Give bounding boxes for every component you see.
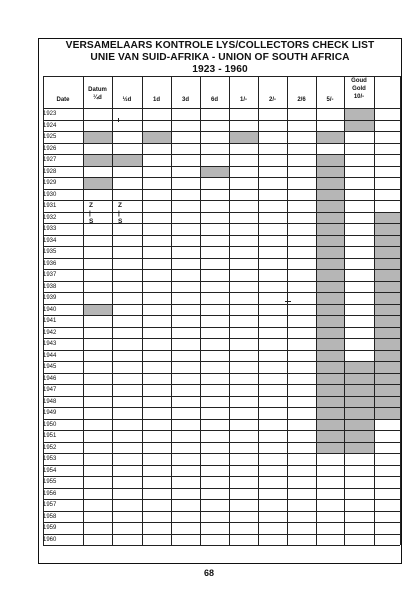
- shaded-cell: [317, 201, 344, 212]
- shaded-cell: [317, 408, 344, 419]
- row-line: [43, 212, 400, 213]
- shaded-cell: [375, 282, 400, 293]
- header-cell: 6d: [210, 97, 218, 103]
- row-line: [43, 407, 400, 408]
- row-line: [43, 488, 400, 489]
- row-line: [43, 476, 400, 477]
- year-label: 1944: [43, 352, 57, 359]
- column-line: [287, 76, 288, 545]
- year-label: 1923: [43, 111, 57, 117]
- shaded-cell: [345, 431, 374, 442]
- shaded-cell: [317, 190, 344, 201]
- shaded-cell: [317, 247, 344, 258]
- shaded-cell: [345, 109, 374, 120]
- year-label: 1931: [43, 203, 57, 209]
- year-label: 1925: [43, 134, 57, 140]
- handwritten-note: Z | S: [89, 202, 94, 225]
- row-line: [43, 189, 400, 190]
- row-line: [43, 315, 400, 316]
- row-line: [43, 499, 400, 500]
- shaded-cell: [84, 132, 112, 143]
- row-line: [43, 350, 400, 351]
- row-line: [43, 534, 400, 535]
- shaded-cell: [375, 385, 400, 396]
- row-line: [43, 511, 400, 512]
- header-top-line: [43, 76, 400, 77]
- header-10s: 10/-: [353, 94, 365, 100]
- row-line: [43, 545, 400, 546]
- column-line: [112, 76, 113, 545]
- row-line: [43, 304, 400, 305]
- shaded-cell: [317, 431, 344, 442]
- shaded-cell: [375, 328, 400, 339]
- shaded-cell: [375, 213, 400, 224]
- shaded-cell: [230, 132, 258, 143]
- year-label: 1947: [43, 387, 57, 393]
- header-cell: 1/-: [239, 97, 247, 103]
- shaded-cell: [317, 420, 344, 431]
- shaded-cell: [345, 408, 374, 419]
- header-goud: Goud: [351, 78, 367, 84]
- year-label: 1936: [43, 260, 57, 267]
- shaded-cell: [317, 155, 344, 166]
- shaded-cell: [317, 259, 344, 270]
- row-line: [43, 338, 400, 339]
- header-cell: 2/-: [268, 97, 276, 103]
- year-label: 1932: [43, 214, 57, 221]
- row-line: [43, 419, 400, 420]
- shaded-cell: [345, 362, 374, 373]
- page-number: 68: [203, 568, 214, 578]
- column-line: [142, 76, 143, 545]
- pen-mark: [285, 301, 291, 302]
- shaded-cell: [375, 305, 400, 316]
- shaded-cell: [317, 178, 344, 189]
- shaded-cell: [345, 397, 374, 408]
- year-label: 1942: [43, 329, 57, 336]
- row-line: [43, 166, 400, 167]
- year-label: 1954: [43, 467, 57, 474]
- year-label: 1924: [43, 122, 57, 129]
- shaded-cell: [113, 155, 142, 166]
- header-gold: Gold: [352, 86, 366, 92]
- shaded-cell: [84, 155, 112, 166]
- year-label: 1956: [43, 490, 57, 497]
- row-line: [43, 131, 400, 132]
- year-label: 1938: [43, 283, 57, 290]
- shaded-cell: [201, 167, 229, 178]
- header-cell: 3d: [181, 97, 189, 103]
- row-line: [43, 269, 400, 270]
- year-label: 1941: [43, 318, 57, 324]
- shaded-cell: [143, 132, 171, 143]
- year-label: 1933: [43, 226, 57, 232]
- year-label: 1957: [43, 502, 57, 508]
- row-line: [43, 396, 400, 397]
- shaded-cell: [317, 374, 344, 385]
- title-line-2: UNIE VAN SUID-AFRIKA - UNION OF SOUTH AFRICA: [90, 52, 350, 63]
- shaded-cell: [317, 362, 344, 373]
- title-block: [39, 40, 401, 76]
- shaded-cell: [345, 121, 374, 132]
- year-label: 1943: [43, 341, 57, 347]
- column-line: [400, 76, 401, 545]
- header-quarter-d: ¼d: [93, 95, 102, 101]
- shaded-cell: [375, 293, 400, 304]
- year-label: 1949: [43, 410, 57, 416]
- shaded-cell: [375, 374, 400, 385]
- year-label: 1946: [43, 375, 57, 382]
- shaded-cell: [317, 316, 344, 327]
- column-line: [171, 76, 172, 545]
- row-line: [43, 235, 400, 236]
- shaded-cell: [375, 247, 400, 258]
- year-label: 1939: [43, 295, 57, 301]
- title-line-1: VERSAMELAARS KONTROLE LYS/COLLECTORS CHECK LIST: [65, 40, 375, 51]
- shaded-cell: [317, 293, 344, 304]
- row-line: [43, 453, 400, 454]
- year-label: 1952: [43, 444, 57, 451]
- year-label: 1930: [43, 191, 57, 198]
- column-line: [83, 76, 84, 545]
- row-line: [43, 223, 400, 224]
- shaded-cell: [375, 339, 400, 350]
- shaded-cell: [317, 224, 344, 235]
- shaded-cell: [317, 351, 344, 362]
- row-line: [43, 154, 400, 155]
- header-cell: ½d: [122, 97, 132, 103]
- shaded-cell: [345, 374, 374, 385]
- shaded-cell: [317, 167, 344, 178]
- year-label: 1927: [43, 157, 57, 163]
- row-line: [43, 200, 400, 201]
- year-label: 1950: [43, 421, 57, 428]
- shaded-cell: [375, 259, 400, 270]
- row-line: [43, 143, 400, 144]
- column-line: [374, 76, 375, 545]
- year-label: 1934: [43, 237, 57, 244]
- header-bottom-line: [43, 108, 400, 109]
- row-line: [43, 246, 400, 247]
- year-label: 1955: [43, 479, 57, 485]
- column-line: [258, 76, 259, 545]
- shaded-cell: [84, 305, 112, 316]
- row-line: [43, 292, 400, 293]
- shaded-cell: [317, 213, 344, 224]
- row-line: [43, 258, 400, 259]
- shaded-cell: [375, 316, 400, 327]
- handwritten-note: Z | S: [118, 202, 123, 225]
- shaded-cell: [317, 339, 344, 350]
- shaded-cell: [317, 305, 344, 316]
- row-line: [43, 384, 400, 385]
- year-label: 1953: [43, 456, 57, 462]
- shaded-cell: [375, 397, 400, 408]
- row-line: [43, 430, 400, 431]
- row-line: [43, 373, 400, 374]
- year-label: 1948: [43, 398, 57, 405]
- column-line: [316, 76, 317, 545]
- shaded-cell: [375, 351, 400, 362]
- year-label: 1945: [43, 364, 57, 370]
- shaded-cell: [317, 385, 344, 396]
- shaded-cell: [345, 420, 374, 431]
- row-line: [43, 177, 400, 178]
- pen-mark: [118, 118, 119, 122]
- shaded-cell: [317, 282, 344, 293]
- year-label: 1940: [43, 306, 57, 313]
- shaded-cell: [345, 443, 374, 454]
- year-label: 1935: [43, 249, 57, 255]
- shaded-cell: [317, 270, 344, 281]
- year-label: 1959: [43, 525, 57, 531]
- row-line: [43, 465, 400, 466]
- column-line: [344, 76, 345, 545]
- shaded-cell: [375, 362, 400, 373]
- header-cell: 5/-: [326, 97, 334, 103]
- shaded-cell: [317, 328, 344, 339]
- shaded-cell: [317, 397, 344, 408]
- row-line: [43, 120, 400, 121]
- shaded-cell: [375, 408, 400, 419]
- shaded-cell: [375, 236, 400, 247]
- column-line: [229, 76, 230, 545]
- header-cell: 2/6: [297, 97, 306, 103]
- row-line: [43, 522, 400, 523]
- year-label: 1951: [43, 433, 57, 439]
- shaded-cell: [317, 443, 344, 454]
- shaded-cell: [84, 178, 112, 189]
- row-line: [43, 281, 400, 282]
- shaded-cell: [375, 270, 400, 281]
- shaded-cell: [375, 224, 400, 235]
- header-datum: Datum: [88, 87, 107, 93]
- year-label: 1929: [43, 180, 57, 186]
- year-label: 1960: [43, 536, 57, 543]
- row-line: [43, 361, 400, 362]
- year-label: 1926: [43, 145, 57, 152]
- shaded-cell: [317, 132, 344, 143]
- column-line: [200, 76, 201, 545]
- shaded-cell: [345, 385, 374, 396]
- year-label: 1928: [43, 168, 57, 175]
- year-label: 1958: [43, 513, 57, 520]
- row-line: [43, 327, 400, 328]
- shaded-cell: [317, 236, 344, 247]
- row-line: [43, 442, 400, 443]
- year-label: 1937: [43, 272, 57, 278]
- title-line-3: 1923 - 1960: [192, 64, 248, 75]
- header-cell: Date: [56, 97, 70, 103]
- header-cell: 1d: [152, 97, 160, 103]
